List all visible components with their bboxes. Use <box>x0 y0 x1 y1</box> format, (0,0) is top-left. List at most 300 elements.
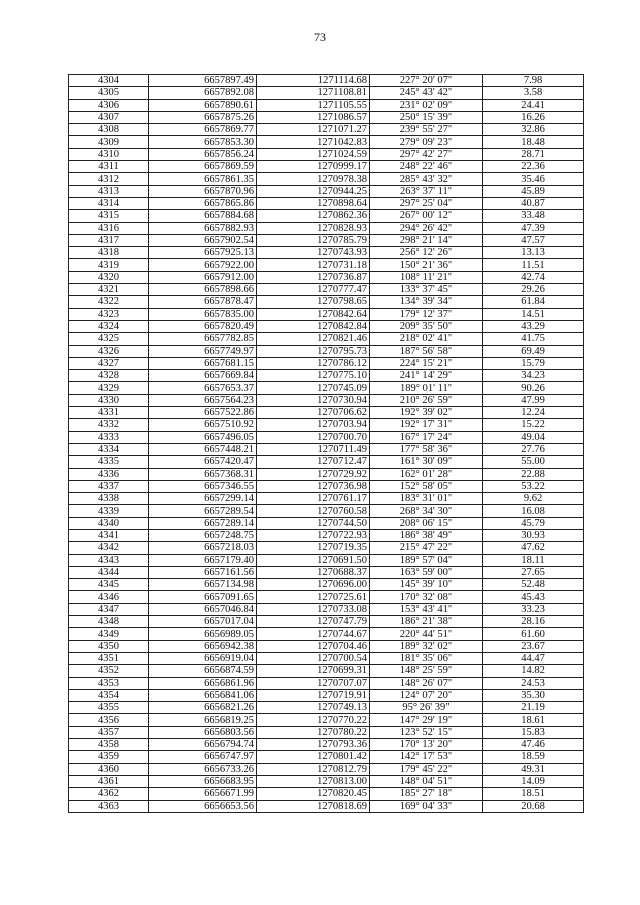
y-coordinate-cell: 1270780.22 <box>257 726 370 738</box>
coordinates-table-body <box>69 75 584 813</box>
point-number-cell: 4320 <box>69 271 149 283</box>
segment-length-cell: 13.13 <box>483 247 584 259</box>
segment-length-cell: 35.46 <box>483 173 584 185</box>
y-coordinate-cell: 1270711.49 <box>257 443 370 455</box>
x-coordinate-cell: 6656942.38 <box>149 640 257 652</box>
direction-angle-cell: 220° 44' 51" <box>370 628 483 640</box>
segment-length-cell: 16.26 <box>483 111 584 123</box>
point-number-cell: 4359 <box>69 751 149 763</box>
segment-length-cell: 22.36 <box>483 161 584 173</box>
table-row <box>69 603 584 615</box>
x-coordinate-cell: 6656989.05 <box>149 628 257 640</box>
direction-angle-cell: 241° 14' 29" <box>370 370 483 382</box>
y-coordinate-cell: 1270842.84 <box>257 320 370 332</box>
segment-length-cell: 52.48 <box>483 579 584 591</box>
segment-length-cell: 47.57 <box>483 234 584 246</box>
y-coordinate-cell: 1270821.46 <box>257 333 370 345</box>
direction-angle-cell: 161° 30' 09" <box>370 456 483 468</box>
segment-length-cell: 24.53 <box>483 677 584 689</box>
segment-length-cell: 22.88 <box>483 468 584 480</box>
y-coordinate-cell: 1270700.70 <box>257 431 370 443</box>
point-number-cell: 4308 <box>69 124 149 136</box>
point-number-cell: 4348 <box>69 616 149 628</box>
point-number-cell: 4319 <box>69 259 149 271</box>
table-row <box>69 468 584 480</box>
direction-angle-cell: 231° 02' 09" <box>370 99 483 111</box>
point-number-cell: 4333 <box>69 431 149 443</box>
point-number-cell: 4342 <box>69 542 149 554</box>
point-number-cell: 4363 <box>69 800 149 812</box>
direction-angle-cell: 192° 39' 02" <box>370 407 483 419</box>
y-coordinate-cell: 1271071.27 <box>257 124 370 136</box>
y-coordinate-cell: 1270730.94 <box>257 394 370 406</box>
point-number-cell: 4318 <box>69 247 149 259</box>
segment-length-cell: 9.62 <box>483 493 584 505</box>
direction-angle-cell: 294° 26' 42" <box>370 222 483 234</box>
y-coordinate-cell: 1270703.94 <box>257 419 370 431</box>
table-row <box>69 542 584 554</box>
point-number-cell: 4331 <box>69 407 149 419</box>
x-coordinate-cell: 6656874.59 <box>149 665 257 677</box>
point-number-cell: 4323 <box>69 308 149 320</box>
point-number-cell: 4356 <box>69 714 149 726</box>
x-coordinate-cell: 6657870.96 <box>149 185 257 197</box>
direction-angle-cell: 179° 12' 37" <box>370 308 483 320</box>
table-row <box>69 788 584 800</box>
y-coordinate-cell: 1270712.47 <box>257 456 370 468</box>
x-coordinate-cell: 6657161.56 <box>149 566 257 578</box>
x-coordinate-cell: 6657448.21 <box>149 443 257 455</box>
table-row <box>69 407 584 419</box>
point-number-cell: 4328 <box>69 370 149 382</box>
x-coordinate-cell: 6656819.25 <box>149 714 257 726</box>
direction-angle-cell: 181° 35' 06" <box>370 652 483 664</box>
point-number-cell: 4360 <box>69 763 149 775</box>
x-coordinate-cell: 6657835.00 <box>149 308 257 320</box>
point-number-cell: 4355 <box>69 702 149 714</box>
x-coordinate-cell: 6657865.86 <box>149 197 257 209</box>
table-row <box>69 271 584 283</box>
table-row <box>69 579 584 591</box>
segment-length-cell: 47.62 <box>483 542 584 554</box>
segment-length-cell: 32.86 <box>483 124 584 136</box>
segment-length-cell: 7.98 <box>483 75 584 87</box>
x-coordinate-cell: 6657046.84 <box>149 603 257 615</box>
point-number-cell: 4305 <box>69 87 149 99</box>
segment-length-cell: 29.26 <box>483 284 584 296</box>
point-number-cell: 4332 <box>69 419 149 431</box>
direction-angle-cell: 177° 58' 36" <box>370 443 483 455</box>
x-coordinate-cell: 6657510.92 <box>149 419 257 431</box>
segment-length-cell: 20.68 <box>483 800 584 812</box>
point-number-cell: 4313 <box>69 185 149 197</box>
table-row <box>69 320 584 332</box>
x-coordinate-cell: 6656861.96 <box>149 677 257 689</box>
point-number-cell: 4327 <box>69 357 149 369</box>
segment-length-cell: 53.22 <box>483 480 584 492</box>
segment-length-cell: 16.08 <box>483 505 584 517</box>
segment-length-cell: 45.43 <box>483 591 584 603</box>
y-coordinate-cell: 1271042.83 <box>257 136 370 148</box>
table-row <box>69 665 584 677</box>
table-row <box>69 431 584 443</box>
x-coordinate-cell: 6657289.54 <box>149 505 257 517</box>
x-coordinate-cell: 6657898.66 <box>149 284 257 296</box>
direction-angle-cell: 170° 13' 20" <box>370 739 483 751</box>
segment-length-cell: 21.19 <box>483 702 584 714</box>
table-row <box>69 185 584 197</box>
y-coordinate-cell: 1270818.69 <box>257 800 370 812</box>
y-coordinate-cell: 1270743.93 <box>257 247 370 259</box>
direction-angle-cell: 285° 43' 32" <box>370 173 483 185</box>
table-row <box>69 284 584 296</box>
direction-angle-cell: 209° 35' 50" <box>370 320 483 332</box>
table-row <box>69 529 584 541</box>
segment-length-cell: 35.30 <box>483 689 584 701</box>
direction-angle-cell: 152° 58' 05" <box>370 480 483 492</box>
table-row <box>69 234 584 246</box>
segment-length-cell: 18.11 <box>483 554 584 566</box>
direction-angle-cell: 148° 25' 59" <box>370 665 483 677</box>
y-coordinate-cell: 1270719.35 <box>257 542 370 554</box>
point-number-cell: 4336 <box>69 468 149 480</box>
table-row <box>69 677 584 689</box>
y-coordinate-cell: 1270842.64 <box>257 308 370 320</box>
y-coordinate-cell: 1271024.59 <box>257 148 370 160</box>
segment-length-cell: 61.84 <box>483 296 584 308</box>
x-coordinate-cell: 6657912.00 <box>149 271 257 283</box>
segment-length-cell: 18.48 <box>483 136 584 148</box>
y-coordinate-cell: 1270688.37 <box>257 566 370 578</box>
page-number: 73 <box>314 30 326 44</box>
segment-length-cell: 15.79 <box>483 357 584 369</box>
x-coordinate-cell: 6657368.31 <box>149 468 257 480</box>
direction-angle-cell: 210° 26' 59" <box>370 394 483 406</box>
point-number-cell: 4309 <box>69 136 149 148</box>
y-coordinate-cell: 1271108.81 <box>257 87 370 99</box>
direction-angle-cell: 163° 59' 00" <box>370 566 483 578</box>
table-row <box>69 222 584 234</box>
x-coordinate-cell: 6657897.49 <box>149 75 257 87</box>
segment-length-cell: 30.93 <box>483 529 584 541</box>
table-row <box>69 87 584 99</box>
direction-angle-cell: 186° 21' 38" <box>370 616 483 628</box>
segment-length-cell: 11.51 <box>483 259 584 271</box>
point-number-cell: 4362 <box>69 788 149 800</box>
point-number-cell: 4343 <box>69 554 149 566</box>
point-number-cell: 4352 <box>69 665 149 677</box>
direction-angle-cell: 189° 01' 11" <box>370 382 483 394</box>
table-row <box>69 308 584 320</box>
x-coordinate-cell: 6657782.85 <box>149 333 257 345</box>
x-coordinate-cell: 6656794.74 <box>149 739 257 751</box>
y-coordinate-cell: 1270747.79 <box>257 616 370 628</box>
x-coordinate-cell: 6657218.03 <box>149 542 257 554</box>
segment-length-cell: 14.09 <box>483 775 584 787</box>
segment-length-cell: 12.24 <box>483 407 584 419</box>
direction-angle-cell: 134° 39' 34" <box>370 296 483 308</box>
point-number-cell: 4304 <box>69 75 149 87</box>
segment-length-cell: 45.89 <box>483 185 584 197</box>
y-coordinate-cell: 1270898.64 <box>257 197 370 209</box>
point-number-cell: 4312 <box>69 173 149 185</box>
y-coordinate-cell: 1270744.67 <box>257 628 370 640</box>
table-row <box>69 443 584 455</box>
direction-angle-cell: 153° 43' 41" <box>370 603 483 615</box>
table-row <box>69 775 584 787</box>
direction-angle-cell: 108° 11' 21" <box>370 271 483 283</box>
direction-angle-cell: 245° 43' 42" <box>370 87 483 99</box>
y-coordinate-cell: 1271114.68 <box>257 75 370 87</box>
segment-length-cell: 33.48 <box>483 210 584 222</box>
y-coordinate-cell: 1270978.38 <box>257 173 370 185</box>
direction-angle-cell: 148° 26' 07" <box>370 677 483 689</box>
x-coordinate-cell: 6656803.56 <box>149 726 257 738</box>
y-coordinate-cell: 1270699.31 <box>257 665 370 677</box>
point-number-cell: 4341 <box>69 529 149 541</box>
segment-length-cell: 49.31 <box>483 763 584 775</box>
table-row <box>69 652 584 664</box>
table-row <box>69 493 584 505</box>
point-number-cell: 4322 <box>69 296 149 308</box>
direction-angle-cell: 123° 52' 15" <box>370 726 483 738</box>
segment-length-cell: 69.49 <box>483 345 584 357</box>
table-row <box>69 99 584 111</box>
point-number-cell: 4349 <box>69 628 149 640</box>
table-row <box>69 714 584 726</box>
y-coordinate-cell: 1270733.08 <box>257 603 370 615</box>
direction-angle-cell: 142° 17' 53" <box>370 751 483 763</box>
x-coordinate-cell: 6657878.47 <box>149 296 257 308</box>
direction-angle-cell: 124° 07' 20" <box>370 689 483 701</box>
segment-length-cell: 14.82 <box>483 665 584 677</box>
direction-angle-cell: 167° 17' 24" <box>370 431 483 443</box>
y-coordinate-cell: 1270706.62 <box>257 407 370 419</box>
y-coordinate-cell: 1270707.07 <box>257 677 370 689</box>
table-row <box>69 111 584 123</box>
y-coordinate-cell: 1270719.91 <box>257 689 370 701</box>
table-row <box>69 296 584 308</box>
table-row <box>69 739 584 751</box>
direction-angle-cell: 297° 42' 27" <box>370 148 483 160</box>
y-coordinate-cell: 1271086.57 <box>257 111 370 123</box>
direction-angle-cell: 147° 29' 19" <box>370 714 483 726</box>
table-row <box>69 124 584 136</box>
x-coordinate-cell: 6657564.23 <box>149 394 257 406</box>
direction-angle-cell: 256° 12' 26" <box>370 247 483 259</box>
y-coordinate-cell: 1270736.98 <box>257 480 370 492</box>
y-coordinate-cell: 1270731.18 <box>257 259 370 271</box>
point-number-cell: 4361 <box>69 775 149 787</box>
table-row <box>69 247 584 259</box>
table-row <box>69 751 584 763</box>
segment-length-cell: 43.29 <box>483 320 584 332</box>
table-row <box>69 382 584 394</box>
table-row <box>69 763 584 775</box>
x-coordinate-cell: 6656671.99 <box>149 788 257 800</box>
direction-angle-cell: 186° 38' 49" <box>370 529 483 541</box>
table-row <box>69 394 584 406</box>
x-coordinate-cell: 6657869.59 <box>149 161 257 173</box>
y-coordinate-cell: 1270786.12 <box>257 357 370 369</box>
x-coordinate-cell: 6657522.86 <box>149 407 257 419</box>
y-coordinate-cell: 1270722.93 <box>257 529 370 541</box>
point-number-cell: 4311 <box>69 161 149 173</box>
direction-angle-cell: 133° 37' 45" <box>370 284 483 296</box>
x-coordinate-cell: 6657017.04 <box>149 616 257 628</box>
point-number-cell: 4329 <box>69 382 149 394</box>
direction-angle-cell: 267° 00' 12" <box>370 210 483 222</box>
point-number-cell: 4310 <box>69 148 149 160</box>
x-coordinate-cell: 6657134.98 <box>149 579 257 591</box>
x-coordinate-cell: 6657892.08 <box>149 87 257 99</box>
point-number-cell: 4338 <box>69 493 149 505</box>
y-coordinate-cell: 1270691.50 <box>257 554 370 566</box>
table-row <box>69 345 584 357</box>
point-number-cell: 4340 <box>69 517 149 529</box>
segment-length-cell: 49.04 <box>483 431 584 443</box>
segment-length-cell: 45.79 <box>483 517 584 529</box>
x-coordinate-cell: 6657884.68 <box>149 210 257 222</box>
table-row <box>69 75 584 87</box>
y-coordinate-cell: 1270736.87 <box>257 271 370 283</box>
table-row <box>69 210 584 222</box>
segment-length-cell: 24.41 <box>483 99 584 111</box>
point-number-cell: 4324 <box>69 320 149 332</box>
table-row <box>69 370 584 382</box>
table-row <box>69 702 584 714</box>
table-row <box>69 554 584 566</box>
table-row <box>69 148 584 160</box>
segment-length-cell: 33.23 <box>483 603 584 615</box>
point-number-cell: 4350 <box>69 640 149 652</box>
direction-angle-cell: 227° 20' 07" <box>370 75 483 87</box>
table-row <box>69 136 584 148</box>
direction-angle-cell: 297° 25' 04" <box>370 197 483 209</box>
segment-length-cell: 18.51 <box>483 788 584 800</box>
x-coordinate-cell: 6657925.13 <box>149 247 257 259</box>
segment-length-cell: 34.23 <box>483 370 584 382</box>
segment-length-cell: 14.51 <box>483 308 584 320</box>
direction-angle-cell: 162° 01' 28" <box>370 468 483 480</box>
y-coordinate-cell: 1270770.22 <box>257 714 370 726</box>
y-coordinate-cell: 1270744.50 <box>257 517 370 529</box>
direction-angle-cell: 250° 15' 39" <box>370 111 483 123</box>
x-coordinate-cell: 6657875.26 <box>149 111 257 123</box>
segment-length-cell: 15.22 <box>483 419 584 431</box>
segment-length-cell: 15.83 <box>483 726 584 738</box>
point-number-cell: 4346 <box>69 591 149 603</box>
point-number-cell: 4345 <box>69 579 149 591</box>
table-row <box>69 173 584 185</box>
direction-angle-cell: 263° 37' 11" <box>370 185 483 197</box>
y-coordinate-cell: 1270801.42 <box>257 751 370 763</box>
y-coordinate-cell: 1270760.58 <box>257 505 370 517</box>
segment-length-cell: 47.39 <box>483 222 584 234</box>
x-coordinate-cell: 6657420.47 <box>149 456 257 468</box>
y-coordinate-cell: 1270700.54 <box>257 652 370 664</box>
y-coordinate-cell: 1270761.17 <box>257 493 370 505</box>
table-row <box>69 419 584 431</box>
point-number-cell: 4334 <box>69 443 149 455</box>
x-coordinate-cell: 6656841.06 <box>149 689 257 701</box>
table-row <box>69 640 584 652</box>
direction-angle-cell: 192° 17' 31" <box>370 419 483 431</box>
table-row <box>69 616 584 628</box>
y-coordinate-cell: 1270745.09 <box>257 382 370 394</box>
y-coordinate-cell: 1270798.65 <box>257 296 370 308</box>
x-coordinate-cell: 6657869.77 <box>149 124 257 136</box>
y-coordinate-cell: 1270793.36 <box>257 739 370 751</box>
direction-angle-cell: 183° 31' 01" <box>370 493 483 505</box>
direction-angle-cell: 185° 27' 18" <box>370 788 483 800</box>
y-coordinate-cell: 1270812.79 <box>257 763 370 775</box>
direction-angle-cell: 189° 32' 02" <box>370 640 483 652</box>
point-number-cell: 4314 <box>69 197 149 209</box>
segment-length-cell: 61.60 <box>483 628 584 640</box>
segment-length-cell: 18.59 <box>483 751 584 763</box>
segment-length-cell: 27.65 <box>483 566 584 578</box>
coordinates-table <box>68 74 584 813</box>
direction-angle-cell: 208° 06' 15" <box>370 517 483 529</box>
direction-angle-cell: 187° 56' 58" <box>370 345 483 357</box>
x-coordinate-cell: 6657856.24 <box>149 148 257 160</box>
y-coordinate-cell: 1270944.25 <box>257 185 370 197</box>
x-coordinate-cell: 6657749.97 <box>149 345 257 357</box>
table-row <box>69 357 584 369</box>
table-row <box>69 628 584 640</box>
direction-angle-cell: 169° 04' 33" <box>370 800 483 812</box>
x-coordinate-cell: 6657890.61 <box>149 99 257 111</box>
y-coordinate-cell: 1270725.61 <box>257 591 370 603</box>
point-number-cell: 4339 <box>69 505 149 517</box>
point-number-cell: 4347 <box>69 603 149 615</box>
x-coordinate-cell: 6656747.97 <box>149 751 257 763</box>
segment-length-cell: 42.74 <box>483 271 584 283</box>
x-coordinate-cell: 6657299.14 <box>149 493 257 505</box>
y-coordinate-cell: 1270828.93 <box>257 222 370 234</box>
x-coordinate-cell: 6657496.05 <box>149 431 257 443</box>
x-coordinate-cell: 6656821.26 <box>149 702 257 714</box>
point-number-cell: 4344 <box>69 566 149 578</box>
segment-length-cell: 27.76 <box>483 443 584 455</box>
point-number-cell: 4330 <box>69 394 149 406</box>
x-coordinate-cell: 6657669.84 <box>149 370 257 382</box>
point-number-cell: 4335 <box>69 456 149 468</box>
x-coordinate-cell: 6657248.75 <box>149 529 257 541</box>
x-coordinate-cell: 6657653.37 <box>149 382 257 394</box>
direction-angle-cell: 189° 57' 04" <box>370 554 483 566</box>
y-coordinate-cell: 1270785.79 <box>257 234 370 246</box>
point-number-cell: 4353 <box>69 677 149 689</box>
segment-length-cell: 41.75 <box>483 333 584 345</box>
direction-angle-cell: 145° 39' 10" <box>370 579 483 591</box>
y-coordinate-cell: 1270999.17 <box>257 161 370 173</box>
direction-angle-cell: 279° 09' 23" <box>370 136 483 148</box>
y-coordinate-cell: 1270704.46 <box>257 640 370 652</box>
segment-length-cell: 55.00 <box>483 456 584 468</box>
point-number-cell: 4326 <box>69 345 149 357</box>
direction-angle-cell: 170° 32' 08" <box>370 591 483 603</box>
y-coordinate-cell: 1270749.13 <box>257 702 370 714</box>
table-row <box>69 800 584 812</box>
segment-length-cell: 23.67 <box>483 640 584 652</box>
point-number-cell: 4357 <box>69 726 149 738</box>
x-coordinate-cell: 6656653.56 <box>149 800 257 812</box>
y-coordinate-cell: 1270696.00 <box>257 579 370 591</box>
segment-length-cell: 3.58 <box>483 87 584 99</box>
y-coordinate-cell: 1270795.73 <box>257 345 370 357</box>
